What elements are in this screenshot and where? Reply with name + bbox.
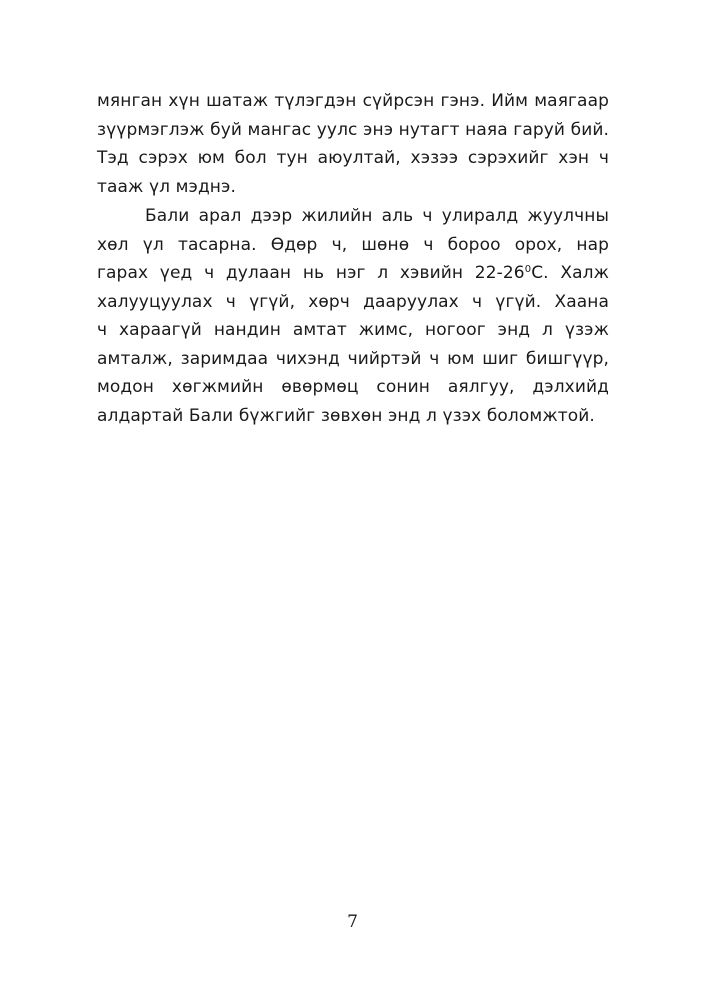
degree-superscript: 0 <box>524 264 532 275</box>
paragraph-line: Бали арал дээр жилийн аль ч улиралд жуулчны <box>145 206 609 226</box>
paragraph-line: амталж, заримдаа чихэнд чийртэй ч юм шиг бишгүүр, <box>97 348 609 369</box>
paragraph-line: Тэд сэрэх юм бол тун аюултай, хэзээ сэрэхийг хэн ч <box>97 148 609 168</box>
paragraph-line <box>97 259 609 288</box>
temperature-text: гарах үед ч дулаан нь нэг л хэвийн 22-26 <box>97 263 525 283</box>
paragraph-line: халууцуулах ч үгүй, хөрч даaруулах ч үгүй. Хаана <box>97 291 609 312</box>
paragraph-line: модон хөгжмийн өвөрмөц сонин аялгуу, дэлхийд <box>97 377 609 397</box>
temperature-unit-text: С. Халж <box>531 263 609 283</box>
paragraph-line: мянган хүн шатаж түлэгдэн сүйрсэн гэнэ. Ийм маягаар <box>97 91 609 111</box>
paragraph-line: ч хараагүй нандин амтат жимс, ногоог энд л үзэж <box>97 320 609 340</box>
paragraph-2 <box>97 202 609 430</box>
paragraph-1 <box>97 87 609 201</box>
paragraph-line: зүүрмэглэж буй мангас уулс энэ нутагт наяа гаруй бий. <box>97 119 609 140</box>
paragraph-line: тааж үл мэднэ. <box>97 176 236 197</box>
paragraph-line: хөл үл тасарна. Өдөр ч, шөнө ч бороо орох, нар <box>97 234 609 255</box>
page-number: 7 <box>347 912 358 932</box>
paragraph-line: алдартай Бали бүжгийг зөвхөн энд л үзэх боломжтой. <box>97 405 595 426</box>
